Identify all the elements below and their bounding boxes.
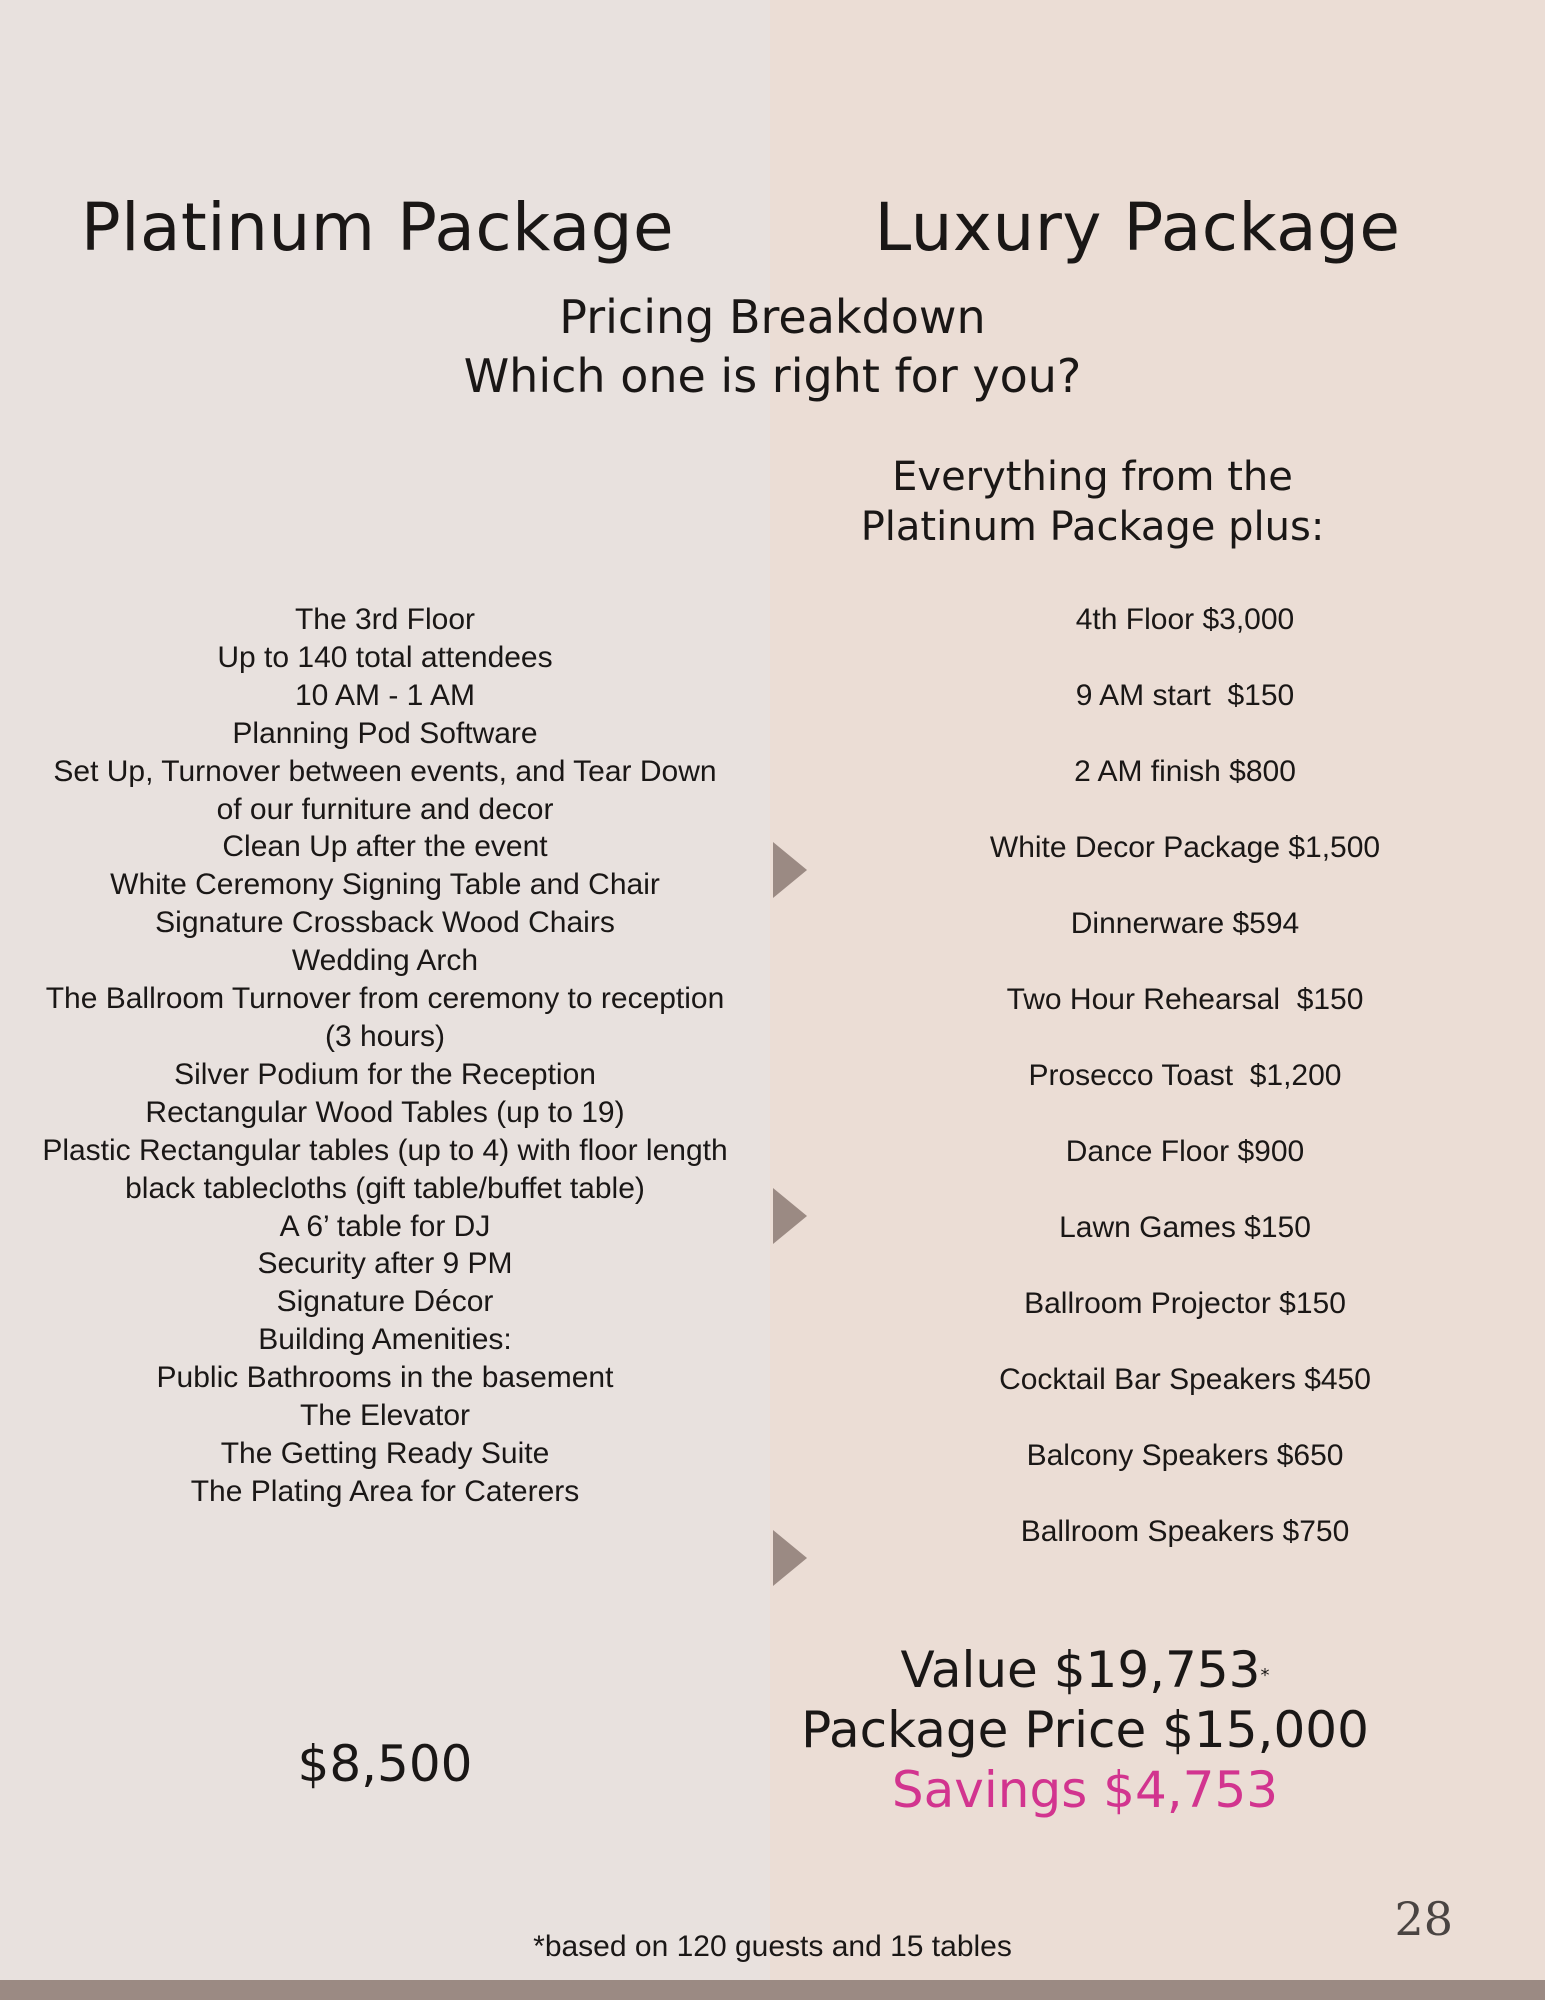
luxury-addons-list [870, 601, 1500, 1589]
footnote: *based on 120 guests and 15 tables [533, 1930, 1012, 1963]
list-item: Prosecco Toast $1,200 [1028, 1059, 1342, 1092]
platinum-package-title: Platinum Package [80, 189, 675, 267]
list-item: The Plating Area for Caterers [190, 1474, 580, 1508]
luxury-pricing-summary [770, 1640, 1400, 1820]
luxury-package-title: Luxury Package [874, 189, 1401, 267]
luxury-intro [770, 452, 1415, 552]
pricing-breakdown-heading [0, 288, 1545, 406]
platinum-price: $8,500 [297, 1735, 473, 1793]
triangle-arrow-icon [773, 1530, 807, 1586]
list-item: White Ceremony Signing Table and Chair [110, 868, 660, 902]
list-item: The Ballroom Turnover from ceremony to reception (3 hours) [45, 982, 725, 1053]
list-item: The 3rd Floor [294, 603, 476, 636]
list-item: Set Up, Turnover between events, and Tear Down of our furniture and decor [53, 754, 717, 826]
list-item: Security after 9 PM [257, 1247, 513, 1281]
platinum-inclusions-list [40, 601, 730, 1511]
list-item: Lawn Games $150 [1059, 1211, 1311, 1244]
list-item: Signature Crossback Wood Chairs [155, 906, 615, 940]
which-one-question: Which one is right for you? [463, 349, 1082, 403]
list-item: Rectangular Wood Tables (up to 19) [145, 1095, 625, 1129]
triangle-arrow-icon [773, 1188, 807, 1244]
footnote-marker: * [1260, 1665, 1270, 1686]
list-item: The Getting Ready Suite [220, 1436, 550, 1470]
list-item: 2 AM finish $800 [1074, 755, 1296, 788]
list-item: Planning Pod Software [232, 716, 538, 750]
list-item: Ballroom Projector $150 [1024, 1287, 1346, 1320]
list-item: White Decor Package $1,500 [989, 831, 1381, 864]
luxury-intro-line-2: Platinum Package plus: [860, 504, 1325, 550]
luxury-package-price: Package Price $15,000 [801, 1701, 1369, 1759]
list-item: Plastic Rectangular tables (up to 4) with floor length black tablecloths (gift table/buffet table) [42, 1133, 728, 1205]
luxury-value-text: Value $19,753 [900, 1641, 1261, 1699]
list-item: Ballroom Speakers $750 [1020, 1515, 1350, 1548]
list-item: Two Hour Rehearsal $150 [1006, 983, 1364, 1016]
list-item: Silver Podium for the Reception [174, 1057, 596, 1091]
list-item: Up to 140 total attendees [217, 640, 553, 674]
luxury-intro-line-1: Everything from the [892, 454, 1293, 500]
list-item: Signature Décor [276, 1285, 494, 1319]
luxury-savings: Savings $4,753 [891, 1761, 1279, 1819]
list-item: 9 AM start $150 [1075, 679, 1295, 712]
list-item: Cocktail Bar Speakers $450 [999, 1363, 1371, 1396]
list-item: 10 AM - 1 AM [294, 678, 476, 712]
triangle-arrow-icon [773, 842, 807, 898]
bottom-accent-bar [0, 1980, 1545, 2000]
list-item: Public Bathrooms in the basement [156, 1361, 614, 1395]
luxury-value [770, 1640, 1400, 1700]
list-item: Dinnerware $594 [1070, 907, 1300, 940]
list-item: Wedding Arch [291, 944, 479, 978]
list-item: Dance Floor $900 [1065, 1135, 1305, 1168]
list-item: A 6’ table for DJ [279, 1209, 491, 1243]
list-item: Balcony Speakers $650 [1026, 1439, 1344, 1472]
list-item: The Elevator [299, 1399, 471, 1433]
page-number: 28 [1394, 1892, 1453, 1946]
list-item: 4th Floor $3,000 [1075, 603, 1295, 636]
pricing-breakdown-line: Pricing Breakdown [559, 290, 986, 344]
list-item: Clean Up after the event [222, 830, 548, 864]
list-item: Building Amenities: [258, 1323, 512, 1357]
